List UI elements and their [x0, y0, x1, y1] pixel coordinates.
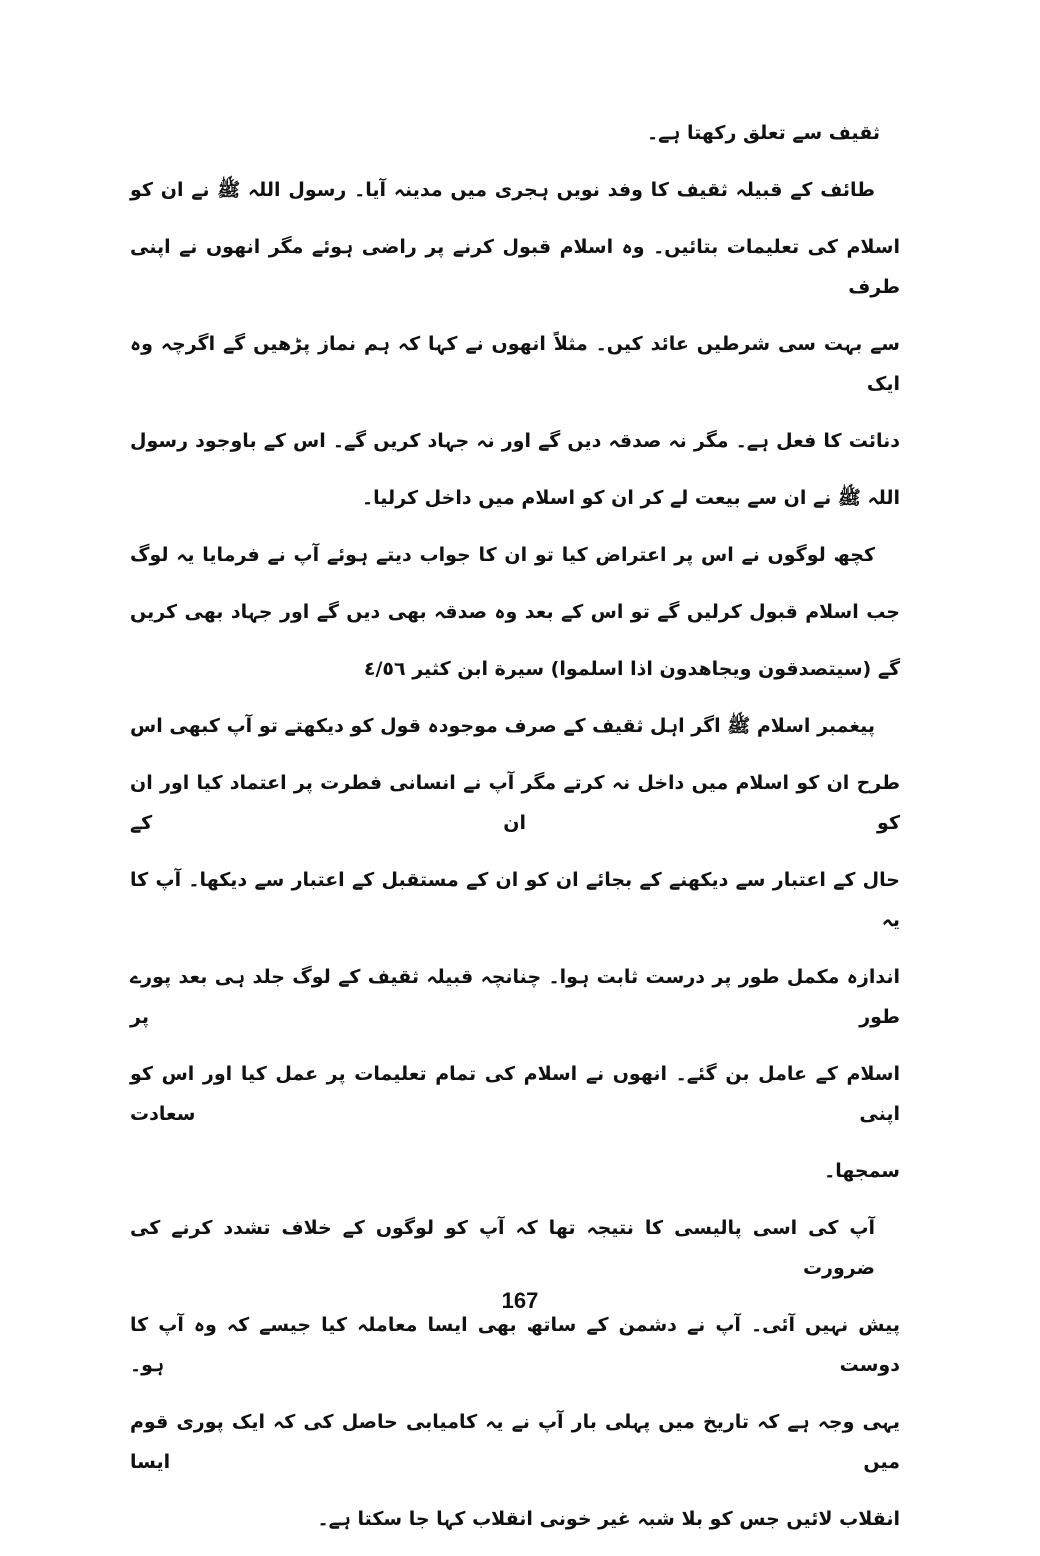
text-line: حال کے اعتبار سے دیکھنے کے بجائے ان کو ان کے مستقبل کے اعتبار سے دیکھا۔ آپ کا یہ [130, 869, 900, 931]
text-line: اندازہ مکمل طور پر درست ثابت ہوا۔ چنانچہ قبیلہ ثقیف کے لوگ جلد ہی بعد پورے طور پر [130, 966, 900, 1028]
text-line: سمجھا۔ [824, 1160, 900, 1182]
text-line: پیش نہیں آئی۔ آپ نے دشمن کے ساتھ بھی ایسا معاملہ کیا جیسے کہ وہ آپ کا دوست ہو۔ [130, 1314, 900, 1376]
citation-line: گے (سیتصدقون ویجاهدون اذا اسلموا) سیرة ابن کثیر ٤/٥٦ [363, 658, 900, 680]
text-line: یہی وجہ ہے کہ تاریخ میں پہلی بار آپ نے یہ کامیابی حاصل کی کہ ایک پوری قوم میں ایسا [130, 1411, 900, 1473]
text-line: جب اسلام قبول کرلیں گے تو اس کے بعد وہ صدقہ بھی دیں گے اور جہاد بھی کریں [130, 601, 900, 623]
text-line: انقلاب لائیں جس کو بلا شبہ غیر خونی انقلاب کہا جا سکتا ہے۔ [317, 1508, 900, 1530]
text-line: طائف کے قبیلہ ثقیف کا وفد نویں ہجری میں مدینہ آیا۔ رسول اللہ ﷺ نے ان کو [130, 179, 875, 201]
text-line: اسلام کے عامل بن گئے۔ انھوں نے اسلام کی تمام تعلیمات پر عمل کیا اور اس کو اپنی سعادت [130, 1063, 900, 1125]
text-line: آپ کی اسی پالیسی کا نتیجہ تھا کہ آپ کو لوگوں کے خلاف تشدد کرنے کی ضرورت [130, 1217, 875, 1279]
text-line: کچھ لوگوں نے اس پر اعتراض کیا تو ان کا جواب دیتے ہوئے آپ نے فرمایا یہ لوگ [130, 544, 875, 566]
page-body [130, 113, 900, 1556]
text-line: پیغمبر اسلام ﷺ اگر اہل ثقیف کے صرف موجودہ قول کو دیکھتے تو آپ کبھی اس [130, 715, 875, 737]
text-line: سے بہت سی شرطیں عائد کیں۔ مثلاً انھوں نے کہا کہ ہم نماز پڑھیں گے اگرچہ وہ ایک [130, 333, 900, 395]
text-line: اللہ ﷺ نے ان سے بیعت لے کر ان کو اسلام میں داخل کرلیا۔ [362, 487, 900, 509]
text-line: طرح ان کو اسلام میں داخل نہ کرتے مگر آپ نے انسانی فطرت پر اعتماد کیا اور ان کو ان کے [130, 772, 900, 834]
page-number: 167 [501, 1288, 539, 1313]
text-line: اسلام کی تعلیمات بتائیں۔ وہ اسلام قبول کرنے پر راضی ہوئے مگر انھوں نے اپنی طرف [130, 236, 900, 298]
text-line: دنائت کا فعل ہے۔ مگر نہ صدقہ دیں گے اور نہ جہاد کریں گے۔ اس کے باوجود رسول [130, 430, 900, 452]
text-line: ثقیف سے تعلق رکھتا ہے۔ [646, 122, 880, 144]
